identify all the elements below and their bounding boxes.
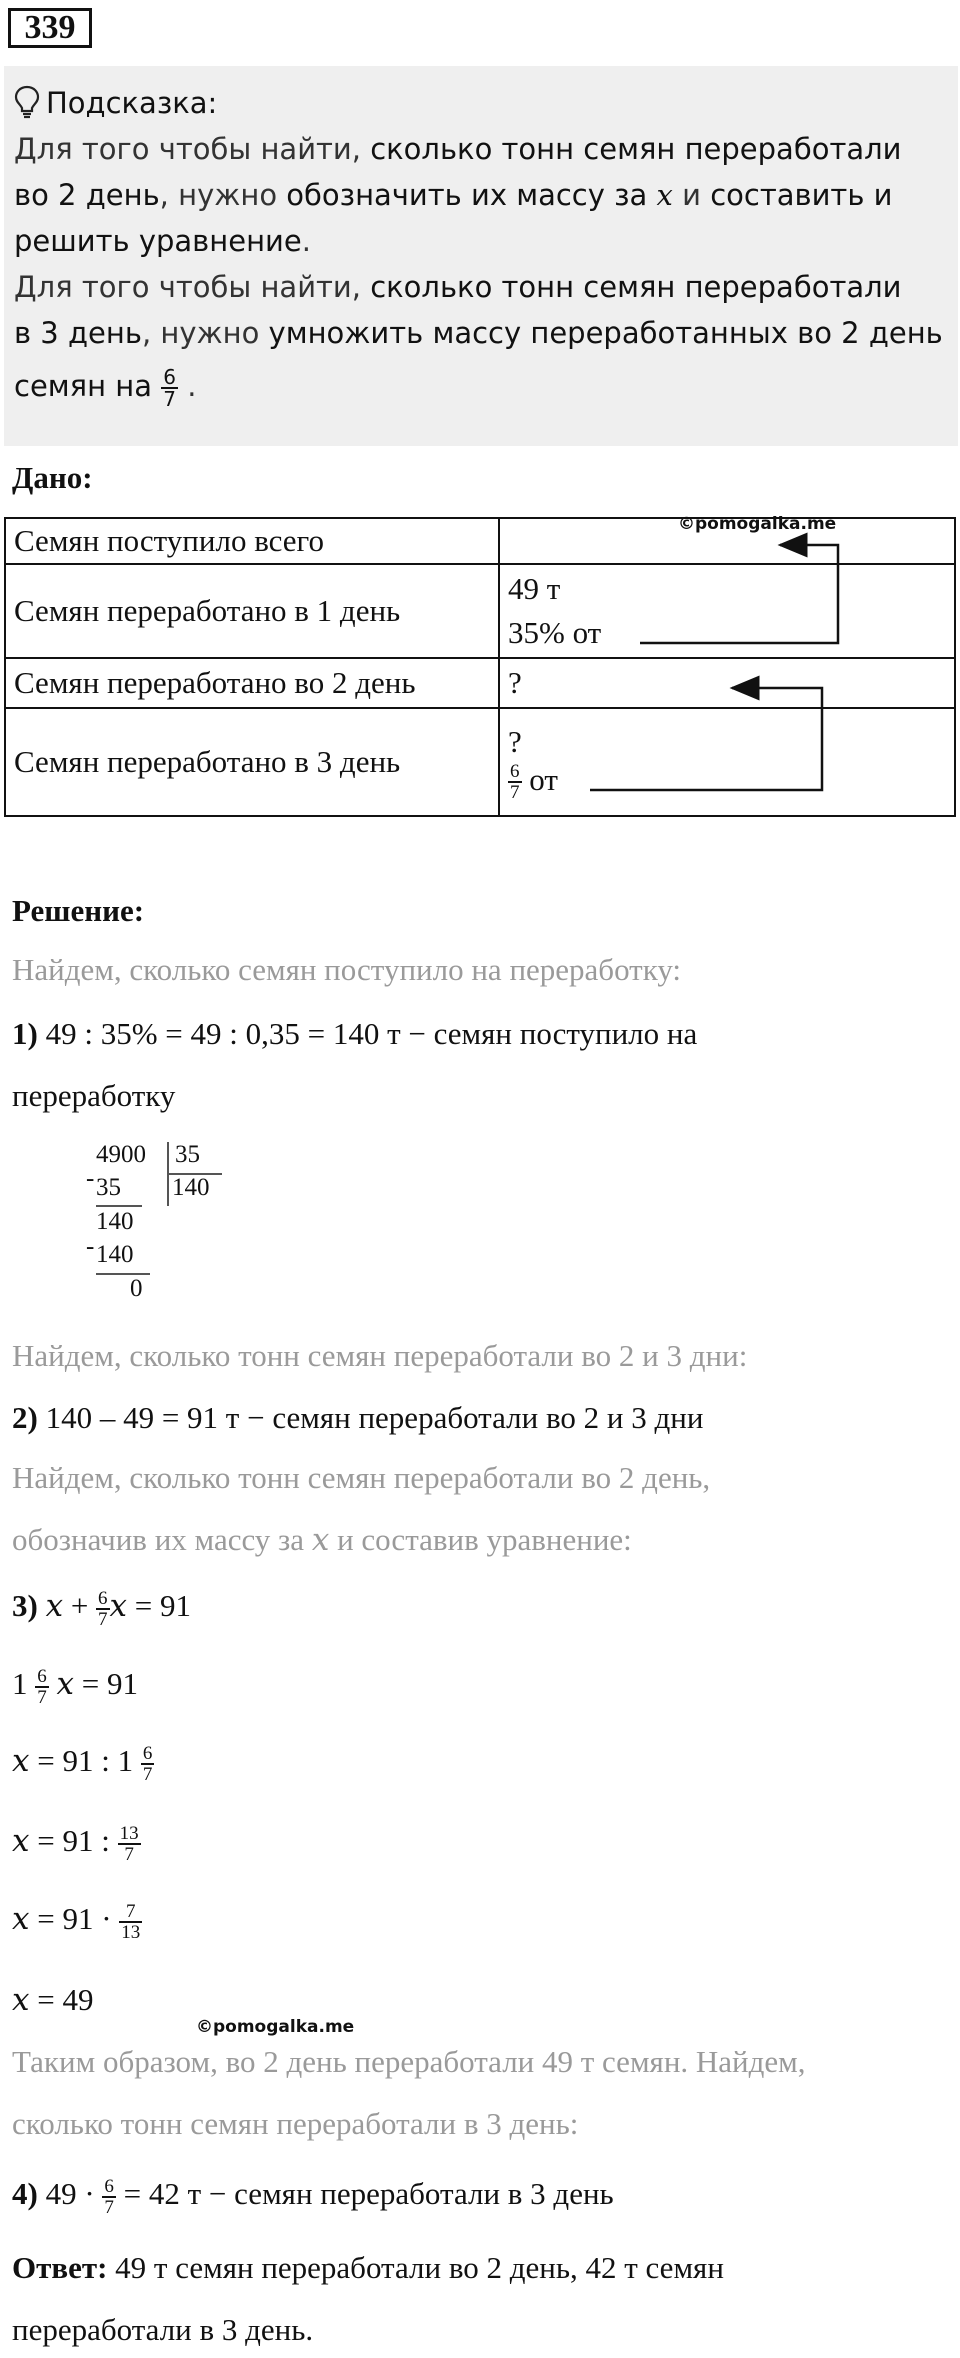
numerator: 7 (119, 1902, 142, 1923)
arrow-35-percent (640, 545, 838, 643)
denominator: 13 (121, 1921, 141, 1943)
equation-text: = 91 (127, 1588, 192, 1623)
equation-text: + (63, 1588, 97, 1623)
numerator: 6 (163, 365, 176, 389)
numerator: 13 (119, 1822, 139, 1844)
step-number: 2) (12, 1400, 38, 1435)
comment-text: и составив уравнение: (329, 1522, 632, 1557)
hint-highlight: сколько тонн семян переработали (370, 270, 902, 304)
comment-1: Найдем, сколько семян поступило на переработку: (12, 952, 682, 987)
answer-cont: переработали в 3 день. (12, 2312, 314, 2347)
division-minus: - (86, 1233, 95, 1260)
division-quotient: 140 (172, 1174, 210, 1201)
numerator: 6 (142, 1742, 153, 1764)
fraction-13-7 (118, 1824, 141, 1864)
variable-x: x (12, 1901, 30, 1937)
equation-text: = 49 (29, 1982, 94, 2017)
equation-text: = 91 (73, 1666, 138, 1701)
fraction-6-7 (141, 1744, 155, 1784)
equation-text: = 91 : 1 (29, 1743, 134, 1778)
denominator: 7 (163, 387, 176, 411)
hint-text: Для того чтобы найти, (14, 270, 371, 304)
answer (12, 2250, 724, 2286)
watermark: ©pomogalka.me (196, 2017, 355, 2037)
cell-value: 35% от (508, 615, 602, 650)
hint-highlight: решить уравнение (14, 224, 302, 258)
equation-text: 1 (12, 1666, 28, 1701)
comment-text: обозначив их массу за (12, 1522, 312, 1557)
variable-x: x (12, 1823, 30, 1859)
variable-x: x (45, 1588, 64, 1624)
equation-2 (12, 1666, 138, 1707)
cell-value: ? (508, 665, 522, 700)
answer-label: Ответ: (12, 2250, 108, 2285)
solution-title: Решение: (12, 893, 145, 928)
given-title: Дано: (12, 460, 93, 495)
comment-3a: Найдем, сколько тонн семян переработали во 2 день, (12, 1460, 711, 1495)
division-minus: - (86, 1165, 95, 1192)
hint-text: , нужно (141, 316, 269, 350)
step-number: 1) (12, 1016, 38, 1051)
denominator: 7 (104, 2196, 114, 2218)
hint-text: . (301, 224, 311, 258)
step-number: 4) (12, 2176, 38, 2211)
hint-highlight: обозначить их массу за (286, 178, 657, 212)
table-cell-label: Семян поступило всего (5, 518, 499, 564)
hint-highlight: семян на (14, 369, 162, 403)
variable-x: x (311, 1522, 330, 1558)
hint-text: , нужно (159, 178, 287, 212)
numerator: 6 (37, 1665, 47, 1687)
comment-2: Найдем, сколько тонн семян переработали во 2 и 3 дни: (12, 1338, 748, 1373)
variable-x: x (656, 178, 673, 212)
step-text: 49 · (37, 2176, 103, 2211)
answer-text: 49 т семян переработали во 2 день, 42 т семян (107, 2250, 724, 2285)
hint-highlight: умножить массу переработанных во 2 день (268, 316, 943, 350)
hint-highlight: составить и (710, 178, 893, 212)
comment-4b: сколько тонн семян переработали в 3 день: (12, 2106, 579, 2141)
hint-text: . (177, 369, 197, 403)
numerator: 6 (510, 761, 520, 783)
division-rem-2: 0 (130, 1275, 143, 1302)
step-1 (12, 1016, 697, 1052)
equation-3 (12, 1743, 154, 1784)
step-text: 140 – 49 = 91 т − семян переработали во 2 и 3 дни (37, 1400, 704, 1435)
division-dividend: 4900 (96, 1141, 146, 1168)
step-number: 3) (12, 1588, 38, 1623)
hint-title: Подсказка: (46, 86, 218, 120)
variable-x: x (56, 1666, 74, 1702)
cell-value: 49 т (508, 571, 561, 606)
equation-text: = 91 · (29, 1901, 120, 1936)
step-text: = 42 т − семян переработали в 3 день (115, 2176, 614, 2211)
denominator: 7 (510, 782, 520, 804)
hint-text: Для того чтобы найти, (14, 132, 371, 166)
table-cell-label: Семян переработано в 1 день (5, 564, 499, 658)
equation-6 (12, 1982, 93, 2018)
equation-4 (12, 1823, 141, 1864)
denominator: 7 (124, 1843, 134, 1865)
hint-highlight: в 3 день (14, 316, 142, 350)
step-1-cont: переработку (12, 1078, 176, 1113)
watermark: ©pomogalka.me (678, 514, 837, 534)
table-cell-label: Семян переработано во 2 день (5, 658, 499, 708)
fraction-6-7 (102, 2177, 116, 2217)
division-sub-1: 35 (96, 1174, 121, 1201)
hint-highlight: сколько тонн семян переработали (370, 132, 902, 166)
denominator: 7 (98, 1608, 108, 1630)
hint-highlight: во 2 день (14, 178, 160, 212)
variable-x: x (12, 1982, 30, 2018)
fraction-6-7 (96, 1589, 110, 1629)
comment-4a: Таким образом, во 2 день переработали 49 т семян. Найдем, (12, 2044, 806, 2079)
fraction-7-13 (119, 1902, 142, 1942)
hint-text: и (672, 178, 711, 212)
comment-3b (12, 1522, 632, 1558)
table-arrows (0, 0, 960, 840)
step-2 (12, 1400, 703, 1436)
numerator: 6 (104, 2175, 114, 2197)
denominator: 7 (142, 1763, 153, 1785)
cell-value: ? (508, 723, 522, 759)
division-lines (0, 1130, 260, 1320)
step-text: 49 : 35% = 49 : 0,35 = 140 т − семян поступило на (37, 1016, 698, 1051)
numerator: 6 (98, 1587, 108, 1609)
variable-x: x (12, 1743, 30, 1779)
step-4 (12, 2176, 614, 2217)
division-sub-2: 140 (96, 1241, 134, 1268)
table-cell-label: Семян переработано в 3 день (5, 708, 499, 816)
denominator: 7 (37, 1686, 47, 1708)
division-rem-1: 140 (96, 1208, 134, 1235)
division-divisor: 35 (175, 1141, 200, 1168)
equation-text: = 91 : (29, 1823, 118, 1858)
equation-1 (12, 1588, 191, 1629)
cell-value: от (529, 761, 558, 797)
arrow-6-7 (590, 688, 822, 790)
fraction-6-7 (35, 1667, 49, 1707)
equation-5 (12, 1901, 142, 1942)
problem-number: 339 (8, 8, 92, 48)
variable-x: x (109, 1588, 128, 1624)
